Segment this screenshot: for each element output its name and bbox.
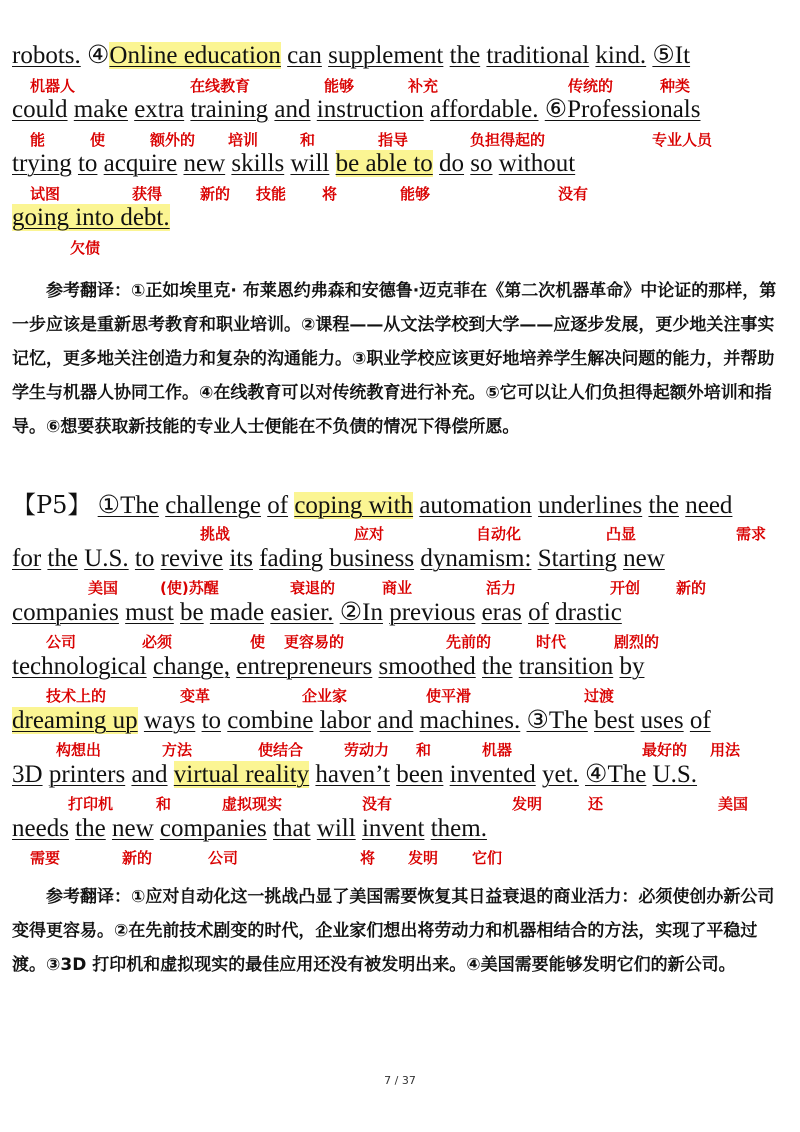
gloss: 需要 bbox=[30, 849, 61, 867]
gloss: 发明 bbox=[408, 849, 439, 867]
gloss: 在线教育 bbox=[190, 77, 251, 95]
p4-line-4 bbox=[12, 203, 170, 233]
word: trying bbox=[12, 150, 72, 177]
word: ①The bbox=[97, 492, 159, 519]
gloss: 将 bbox=[360, 849, 376, 867]
word: will bbox=[290, 150, 330, 177]
gloss: 没有 bbox=[558, 185, 589, 203]
gloss: 衰退的 bbox=[290, 579, 336, 597]
gloss: 机器 bbox=[482, 741, 513, 759]
word: ③The bbox=[526, 707, 588, 734]
word: drastic bbox=[555, 599, 622, 626]
gloss: 培训 bbox=[228, 131, 259, 149]
word: need bbox=[685, 492, 733, 519]
word: do bbox=[439, 150, 465, 177]
word: ②In bbox=[339, 599, 383, 626]
word: technological bbox=[12, 653, 147, 680]
word-highlighted: Online education bbox=[109, 42, 281, 69]
word: of bbox=[528, 599, 549, 626]
gloss: 能够 bbox=[324, 77, 355, 95]
gloss: 先前的 bbox=[446, 633, 492, 651]
word: skills bbox=[231, 150, 285, 177]
word: haven’t bbox=[315, 761, 390, 788]
word: ⑥Professionals bbox=[544, 96, 701, 123]
page-number: 7 / 37 bbox=[384, 1074, 416, 1087]
gloss: 负担得起的 bbox=[470, 131, 546, 149]
word: could bbox=[12, 96, 68, 123]
p5-reference-translation: 参考翻译：①应对自动化这一挑战凸显了美国需要恢复其日益衰退的商业活力：必须使创办新公司变得更容易。②在先前技术剧变的时代，企业家们想出将劳动力和机器相结合的方法，实现了平稳过渡。③3D 打印机和虚拟现实的最佳应用还没有被发明出来。④美国需要能够发明它们的新公司。 bbox=[12, 887, 775, 975]
gloss: 使平滑 bbox=[426, 687, 472, 705]
gloss: 应对 bbox=[354, 525, 385, 543]
word: will bbox=[316, 815, 356, 842]
gloss: 技能 bbox=[256, 185, 287, 203]
word: eras bbox=[481, 599, 522, 626]
word: combine bbox=[227, 707, 314, 734]
p4-reference-translation: 参考翻译：①正如埃里克· 布莱恩约弗森和安德鲁·迈克菲在《第二次机器革命》中论证的那样，第一步应该是重新思考教育和职业培训。②课程——从文法学校到大学——应逐步发展，更少地关注事实记忆，更多地关注创造力和复杂的沟通能力。③职业学校应该更好地培养学生解决问题的能力，并帮助学生与机器人协同工作。④在线教育可以对传统教育进行补充。⑤它可以让人们负担得起额外培训和指导。⑥想要获取新技能的专业人士便能在不负债的情况下得偿所愿。 bbox=[12, 281, 777, 437]
gloss: 专业人员 bbox=[652, 131, 713, 149]
gloss: 额外的 bbox=[150, 131, 196, 149]
p5-line-4 bbox=[12, 652, 644, 682]
gloss: 用法 bbox=[710, 741, 741, 759]
word-highlighted: going into debt. bbox=[12, 204, 170, 231]
p5-line-2 bbox=[12, 544, 665, 574]
word: transition bbox=[518, 653, 614, 680]
gloss: 补充 bbox=[408, 77, 439, 95]
word: must bbox=[125, 599, 174, 626]
word: made bbox=[209, 599, 265, 626]
gloss: 传统的 bbox=[568, 77, 614, 95]
word: fading bbox=[259, 545, 324, 572]
word: been bbox=[396, 761, 444, 788]
word: U.S. bbox=[84, 545, 129, 572]
gloss: 技术上的 bbox=[46, 687, 107, 705]
word-highlighted: be able to bbox=[335, 150, 433, 177]
word-highlighted: virtual reality bbox=[173, 761, 310, 788]
word: and bbox=[377, 707, 414, 734]
gloss: 新的 bbox=[676, 579, 707, 597]
gloss: 剧烈的 bbox=[614, 633, 660, 651]
word: and bbox=[274, 96, 311, 123]
word: needs bbox=[12, 815, 69, 842]
gloss: (使)苏醒 bbox=[160, 579, 219, 597]
gloss: 没有 bbox=[362, 795, 393, 813]
gloss: 它们 bbox=[472, 849, 503, 867]
word: ways bbox=[143, 707, 196, 734]
gloss: 方法 bbox=[162, 741, 193, 759]
gloss: 使 bbox=[250, 633, 266, 651]
word: ④The bbox=[585, 761, 647, 788]
word: the bbox=[481, 653, 513, 680]
word: printers bbox=[48, 761, 126, 788]
word: so bbox=[470, 150, 493, 177]
p4-line-2 bbox=[12, 95, 700, 125]
word: machines. bbox=[419, 707, 521, 734]
word: companies bbox=[159, 815, 267, 842]
gloss: 和 bbox=[416, 741, 432, 759]
gloss: 美国 bbox=[718, 795, 749, 813]
gloss: 企业家 bbox=[302, 687, 348, 705]
gloss: 使结合 bbox=[258, 741, 304, 759]
word: traditional bbox=[486, 42, 590, 69]
word: new bbox=[111, 815, 154, 842]
p5-line-3 bbox=[12, 598, 622, 628]
word: of bbox=[267, 492, 289, 519]
word: U.S. bbox=[652, 761, 698, 788]
word: 3D bbox=[12, 761, 43, 788]
gloss: 必须 bbox=[142, 633, 173, 651]
gloss: 虚拟现实 bbox=[222, 795, 283, 813]
gloss: 欠债 bbox=[70, 239, 101, 257]
gloss: 新的 bbox=[122, 849, 153, 867]
gloss: 发明 bbox=[512, 795, 543, 813]
word: new bbox=[623, 545, 665, 572]
word: kind. bbox=[595, 42, 647, 69]
word: invent bbox=[361, 815, 425, 842]
word: be bbox=[180, 599, 204, 626]
word: robots. bbox=[12, 42, 81, 69]
word: for bbox=[12, 545, 42, 572]
word: instruction bbox=[316, 96, 424, 123]
gloss: 变革 bbox=[180, 687, 211, 705]
p4-line-1 bbox=[12, 41, 690, 71]
gloss: 活力 bbox=[486, 579, 517, 597]
gloss: 构想出 bbox=[56, 741, 102, 759]
gloss: 开创 bbox=[610, 579, 641, 597]
word: can bbox=[287, 42, 322, 69]
word: by bbox=[619, 653, 645, 680]
gloss: 获得 bbox=[132, 185, 163, 203]
word: previous bbox=[389, 599, 476, 626]
gloss: 还 bbox=[588, 795, 604, 813]
word: uses bbox=[640, 707, 684, 734]
gloss: 最好的 bbox=[642, 741, 688, 759]
gloss: 劳动力 bbox=[344, 741, 390, 759]
gloss: 商业 bbox=[382, 579, 413, 597]
word: revive bbox=[160, 545, 224, 572]
gloss: 能够 bbox=[400, 185, 431, 203]
word: easier. bbox=[270, 599, 334, 626]
word: Starting bbox=[537, 545, 617, 572]
word: challenge bbox=[165, 492, 261, 519]
gloss: 打印机 bbox=[68, 795, 114, 813]
word: new bbox=[183, 150, 226, 177]
word-highlighted: dreaming up bbox=[12, 707, 138, 734]
word: entrepreneurs bbox=[236, 653, 373, 680]
p5-line-6 bbox=[12, 760, 697, 790]
p5-line-5 bbox=[12, 706, 711, 736]
gloss: 凸显 bbox=[606, 525, 637, 543]
word: affordable. bbox=[429, 96, 539, 123]
word: the bbox=[648, 492, 679, 519]
word: best bbox=[594, 707, 635, 734]
gloss: 和 bbox=[156, 795, 172, 813]
word: to bbox=[201, 707, 222, 734]
word: companies bbox=[12, 599, 119, 626]
word: the bbox=[449, 42, 481, 69]
word: smoothed bbox=[378, 653, 476, 680]
gloss: 美国 bbox=[88, 579, 119, 597]
word: of bbox=[689, 707, 711, 734]
word: automation bbox=[419, 492, 532, 519]
word: business bbox=[329, 545, 415, 572]
word: make bbox=[73, 96, 128, 123]
gloss: 指导 bbox=[378, 131, 409, 149]
word: the bbox=[75, 815, 106, 842]
word: invented bbox=[449, 761, 536, 788]
gloss: 需求 bbox=[736, 525, 767, 543]
word: to bbox=[134, 545, 155, 572]
gloss: 自动化 bbox=[476, 525, 522, 543]
word: change, bbox=[152, 653, 230, 680]
gloss: 使 bbox=[90, 131, 106, 149]
word: acquire bbox=[103, 150, 178, 177]
word: underlines bbox=[538, 492, 643, 519]
word: the bbox=[47, 545, 78, 572]
word: training bbox=[190, 96, 269, 123]
word: them. bbox=[430, 815, 487, 842]
gloss: 公司 bbox=[208, 849, 239, 867]
p5-line-7 bbox=[12, 814, 487, 844]
sentence-marker: ④ bbox=[87, 42, 110, 69]
gloss: 机器人 bbox=[30, 77, 76, 95]
word: labor bbox=[319, 707, 371, 734]
word: dynamism: bbox=[420, 545, 532, 572]
word: and bbox=[131, 761, 168, 788]
gloss: 将 bbox=[322, 185, 338, 203]
word: without bbox=[498, 150, 576, 177]
word: its bbox=[229, 545, 253, 572]
word: yet. bbox=[541, 761, 579, 788]
gloss: 试图 bbox=[30, 185, 61, 203]
word-highlighted: coping with bbox=[294, 492, 414, 519]
paragraph-label: 【P5】 bbox=[12, 491, 92, 519]
gloss: 挑战 bbox=[200, 525, 231, 543]
p4-line-3 bbox=[12, 149, 575, 179]
gloss: 更容易的 bbox=[284, 633, 345, 651]
word: to bbox=[77, 150, 98, 177]
p5-line-1 bbox=[12, 490, 732, 521]
gloss: 过渡 bbox=[584, 687, 615, 705]
gloss: 和 bbox=[300, 131, 316, 149]
word: ⑤It bbox=[652, 42, 691, 69]
word: extra bbox=[134, 96, 185, 123]
gloss: 时代 bbox=[536, 633, 567, 651]
gloss: 公司 bbox=[46, 633, 77, 651]
word: supplement bbox=[328, 42, 444, 69]
gloss: 新的 bbox=[200, 185, 231, 203]
gloss: 种类 bbox=[660, 77, 691, 95]
word: that bbox=[273, 815, 311, 842]
gloss: 能 bbox=[30, 131, 46, 149]
